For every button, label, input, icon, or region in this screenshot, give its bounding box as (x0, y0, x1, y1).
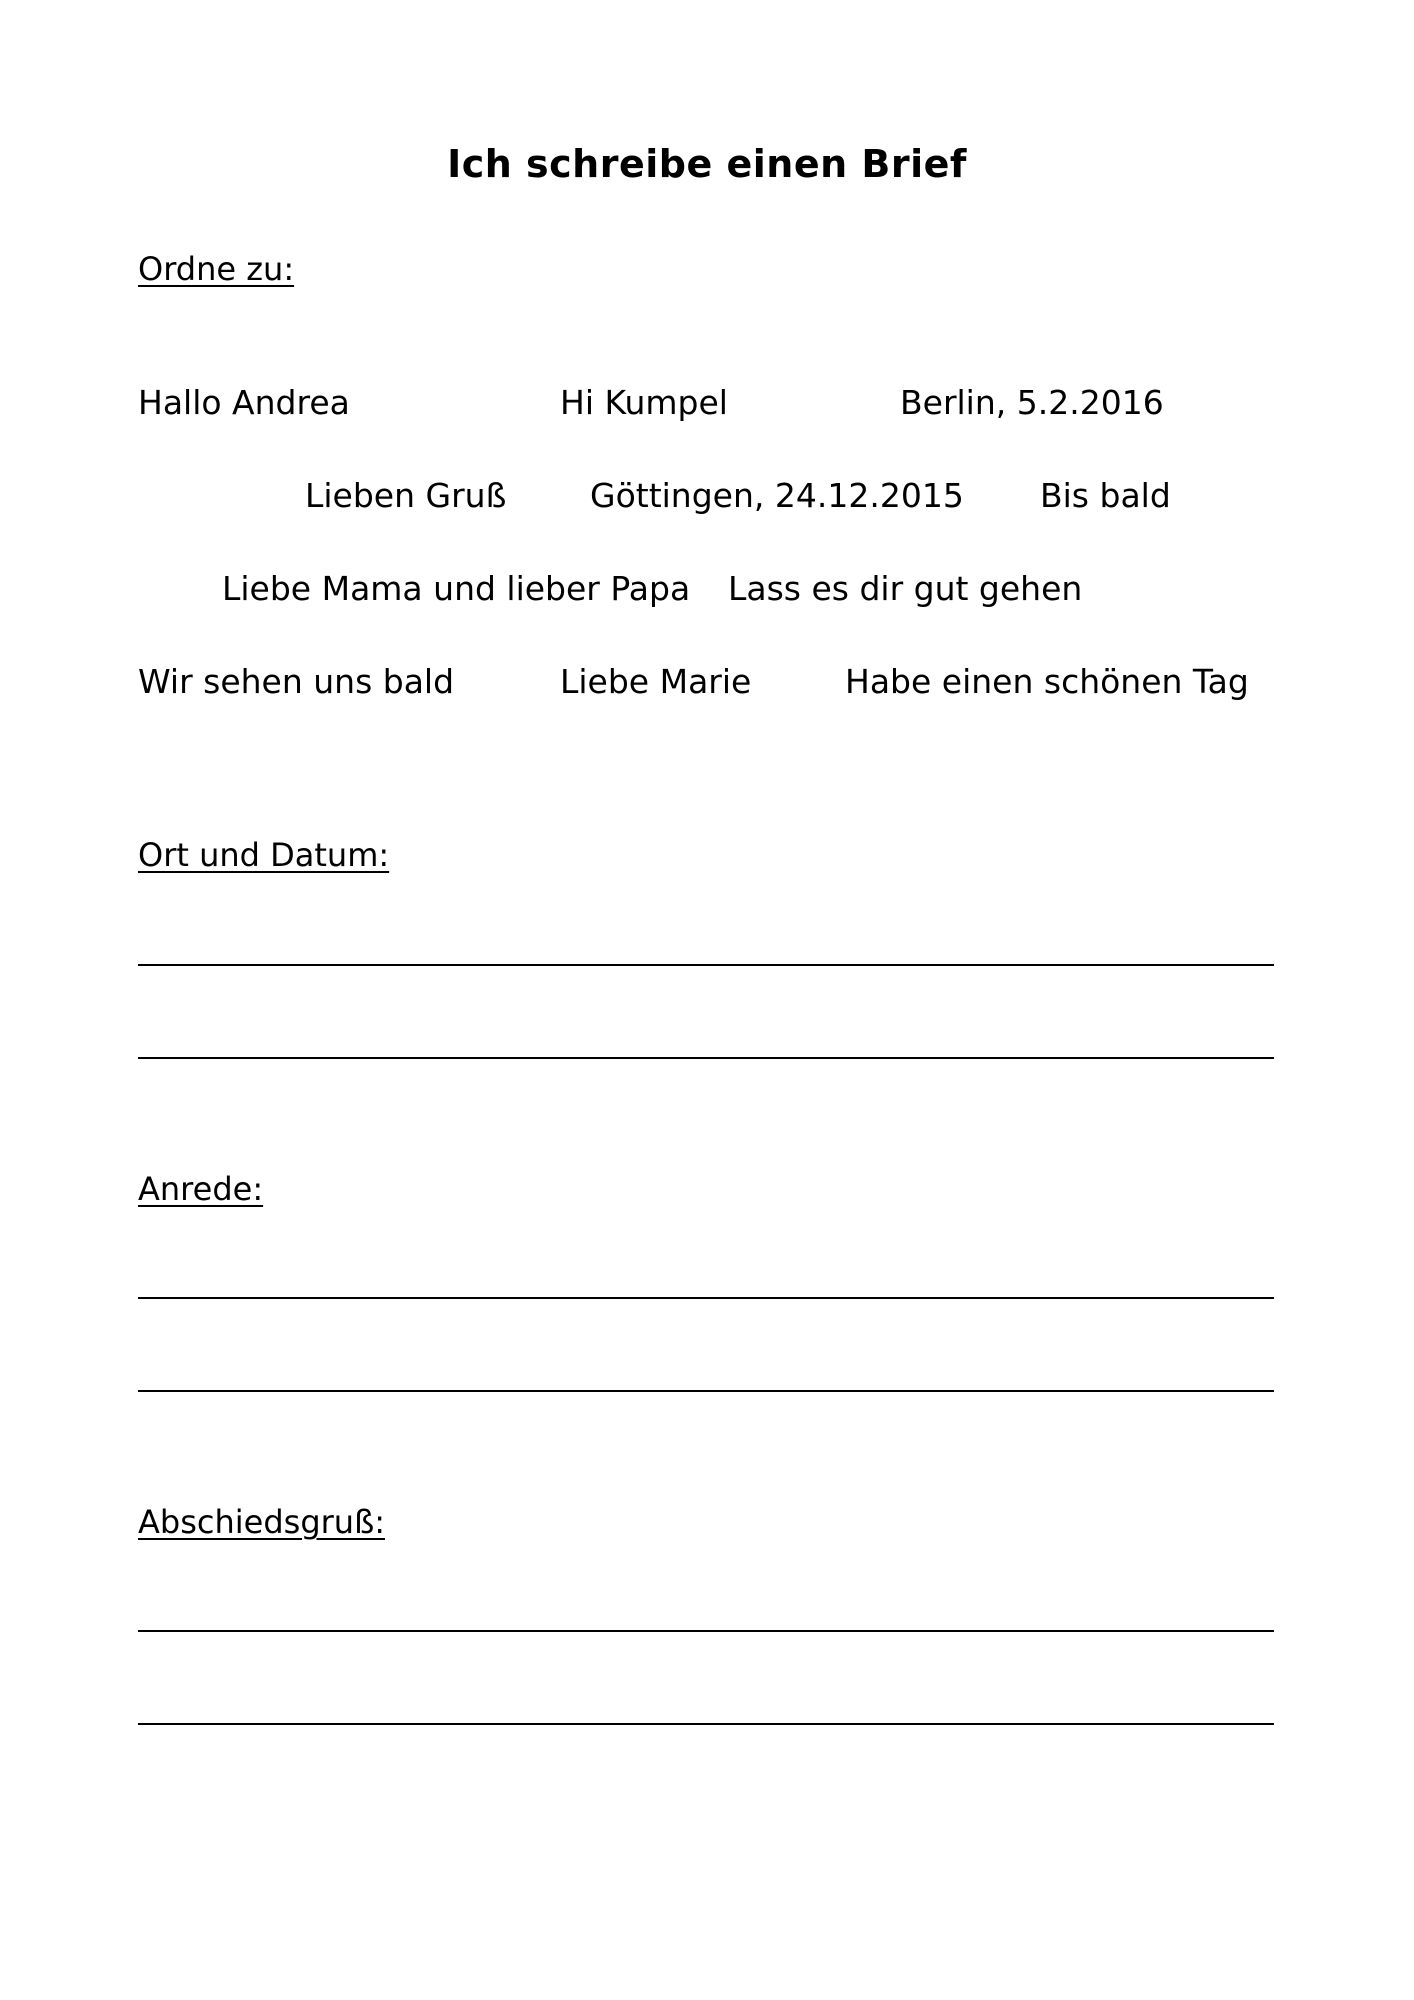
word-wir-sehen-uns-bald: Wir sehen uns bald (138, 662, 455, 701)
worksheet-title: Ich schreibe einen Brief (447, 142, 967, 186)
word-liebe-marie: Liebe Marie (560, 662, 752, 701)
word-goettingen-date: Göttingen, 24.12.2015 (590, 476, 964, 515)
word-liebe-mama-papa: Liebe Mama und lieber Papa (222, 569, 691, 608)
instruction-heading: Ordne zu: (138, 250, 295, 288)
answer-line-abschiedsgruss-1[interactable] (138, 1630, 1274, 1632)
answer-line-anrede-1[interactable] (138, 1297, 1274, 1299)
word-bis-bald: Bis bald (1040, 476, 1171, 515)
word-lieben-gruss: Lieben Gruß (305, 476, 507, 515)
section-heading-ort-datum: Ort und Datum: (138, 836, 390, 874)
answer-line-ort-datum-1[interactable] (138, 964, 1274, 966)
answer-line-ort-datum-2[interactable] (138, 1057, 1274, 1059)
word-berlin-date: Berlin, 5.2.2016 (900, 383, 1164, 422)
section-heading-abschiedsgruss: Abschiedsgruß: (138, 1503, 385, 1541)
word-hallo-andrea: Hallo Andrea (138, 383, 350, 422)
word-lass-es-dir-gut-gehen: Lass es dir gut gehen (728, 569, 1083, 608)
answer-line-abschiedsgruss-2[interactable] (138, 1723, 1274, 1725)
answer-line-anrede-2[interactable] (138, 1390, 1274, 1392)
section-heading-anrede: Anrede: (138, 1170, 264, 1208)
word-hi-kumpel: Hi Kumpel (560, 383, 728, 422)
word-habe-einen-schoenen-tag: Habe einen schönen Tag (845, 662, 1249, 701)
